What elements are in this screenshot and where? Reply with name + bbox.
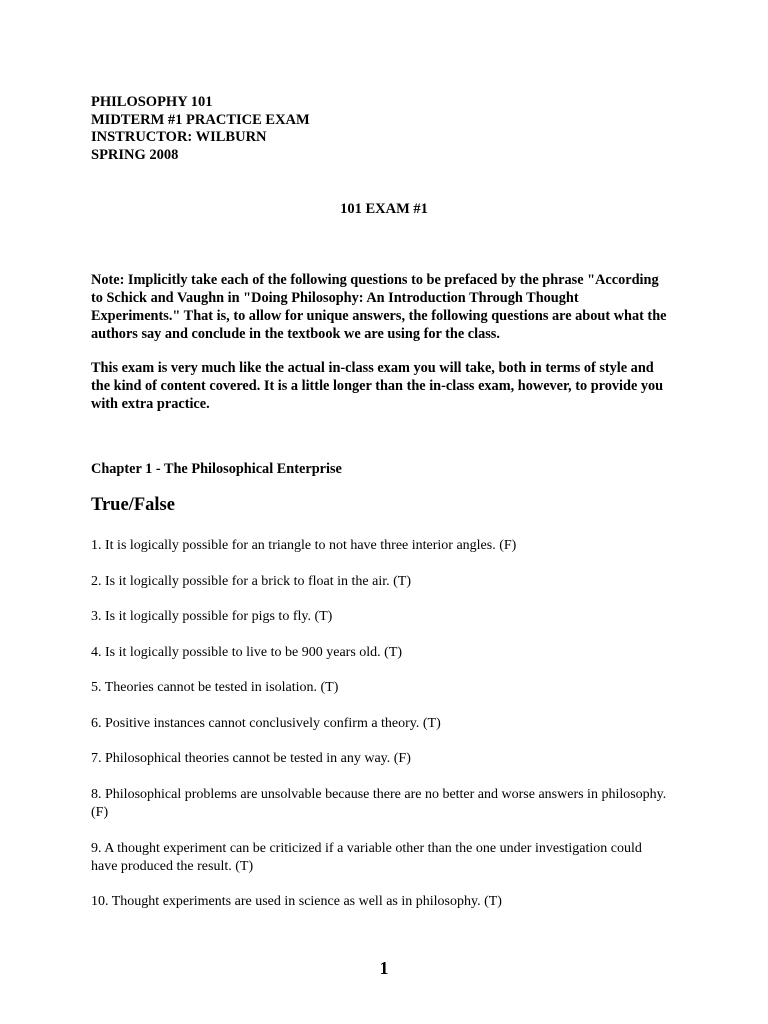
question-item: 2. Is it logically possible for a brick to float in the air. (T) bbox=[91, 574, 411, 589]
question-item: 1. It is logically possible for an triangle to not have three interior angles. (F) bbox=[91, 538, 517, 553]
instructor-line: INSTRUCTOR: WILBURN bbox=[91, 129, 267, 145]
term-line: SPRING 2008 bbox=[91, 146, 179, 163]
question-item: 6. Positive instances cannot conclusively confirm a theory. (T) bbox=[91, 716, 441, 731]
exam-title: 101 EXAM #1 bbox=[340, 201, 428, 217]
intro-paragraph: This exam is very much like the actual in-class exam you will take, both in terms of style and the kind of content covered. It is a little longer than the in-class exam, however, to provide you with extra practice. bbox=[91, 360, 664, 412]
exam-type: MIDTERM #1 PRACTICE EXAM bbox=[91, 111, 310, 128]
section-heading: True/False bbox=[91, 495, 175, 515]
question-item: 10. Thought experiments are used in science as well as in philosophy. (T) bbox=[91, 894, 502, 909]
question-item: 9. A thought experiment can be criticized if a variable other than the one under investigation could have produced the result. (T) bbox=[91, 841, 642, 874]
question-item: 7. Philosophical theories cannot be tested in any way. (F) bbox=[91, 751, 411, 766]
document-header bbox=[91, 94, 310, 164]
course-title: PHILOSOPHY 101 bbox=[91, 94, 213, 110]
chapter-heading: Chapter 1 - The Philosophical Enterprise bbox=[91, 461, 342, 477]
note-paragraph: Note: Implicitly take each of the following questions to be prefaced by the phrase "According to Schick and Vaughn in "Doing Philosophy: An Introduction Through Thought Experiments." That is, to allow for unique answers, the following questions are about what the authors say and conclude in the textbook we are using for the class. bbox=[91, 272, 667, 342]
question-item: 5. Theories cannot be tested in isolation. (T) bbox=[91, 680, 339, 695]
question-item: 3. Is it logically possible for pigs to fly. (T) bbox=[91, 609, 333, 624]
question-item: 8. Philosophical problems are unsolvable because there are no better and worse answers in philosophy. (F) bbox=[91, 787, 667, 820]
page-number: 1 bbox=[379, 958, 389, 978]
question-item: 4. Is it logically possible to live to be 900 years old. (T) bbox=[91, 645, 403, 660]
